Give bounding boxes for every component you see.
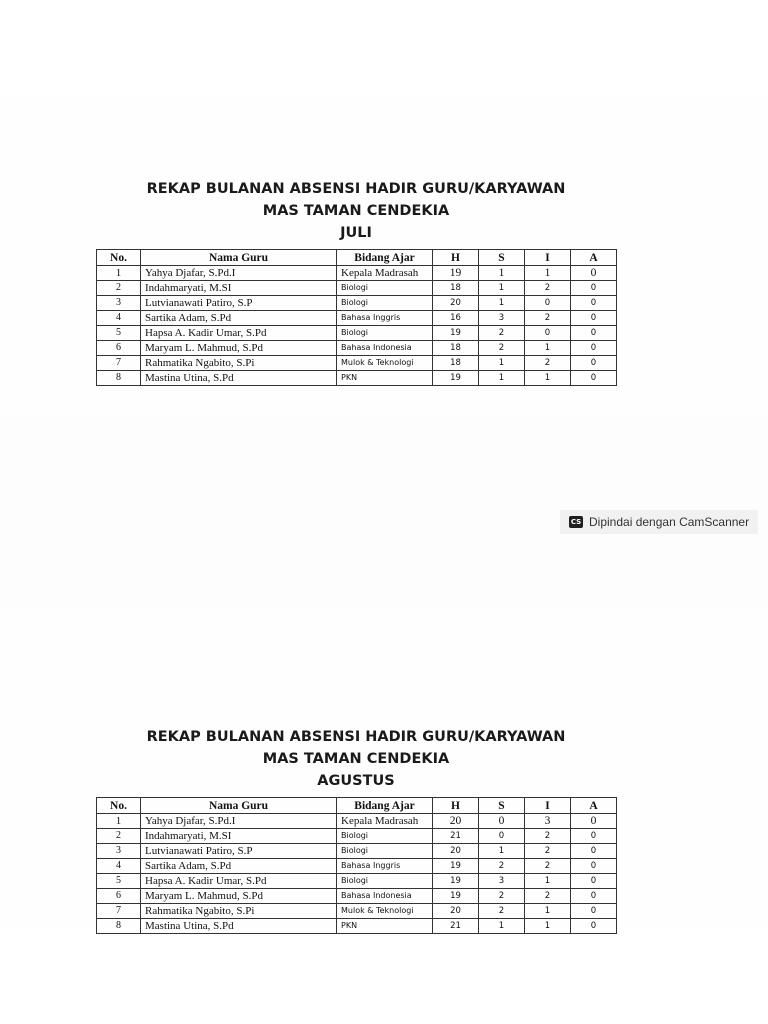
cell-sakit: 3 bbox=[479, 311, 525, 326]
header-sakit: S bbox=[479, 250, 525, 266]
cell-hadir: 19 bbox=[433, 266, 479, 281]
cell-izin: 1 bbox=[525, 371, 571, 386]
cell-sakit: 1 bbox=[479, 356, 525, 371]
cell-izin: 2 bbox=[525, 281, 571, 296]
report-title: REKAP BULANAN ABSENSI HADIR GURU/KARYAWAN bbox=[146, 729, 566, 745]
cell-no: 3 bbox=[97, 296, 141, 311]
cell-hadir: 18 bbox=[433, 281, 479, 296]
cell-sakit: 0 bbox=[479, 829, 525, 844]
table-row bbox=[97, 371, 617, 386]
camscanner-watermark bbox=[560, 510, 758, 534]
cell-alpa: 0 bbox=[571, 326, 617, 341]
cell-sakit: 2 bbox=[479, 904, 525, 919]
cell-izin: 1 bbox=[525, 904, 571, 919]
cell-sakit: 1 bbox=[479, 919, 525, 934]
cell-sakit: 1 bbox=[479, 281, 525, 296]
cell-nama-guru: Hapsa A. Kadir Umar, S.Pd bbox=[141, 326, 337, 341]
cell-nama-guru: Sartika Adam, S.Pd bbox=[141, 311, 337, 326]
cell-sakit: 2 bbox=[479, 326, 525, 341]
cell-hadir: 21 bbox=[433, 829, 479, 844]
cell-no: 6 bbox=[97, 341, 141, 356]
cell-hadir: 20 bbox=[433, 844, 479, 859]
header-alpa: A bbox=[571, 798, 617, 814]
cell-no: 7 bbox=[97, 356, 141, 371]
cell-bidang-ajar: Biologi bbox=[337, 844, 433, 859]
cell-no: 7 bbox=[97, 904, 141, 919]
school-name: MAS TAMAN CENDEKIA bbox=[262, 751, 450, 767]
cell-no: 2 bbox=[97, 281, 141, 296]
cell-sakit: 1 bbox=[479, 296, 525, 311]
cell-bidang-ajar: Biologi bbox=[337, 296, 433, 311]
cell-no: 3 bbox=[97, 844, 141, 859]
table-row bbox=[97, 266, 617, 281]
table-row bbox=[97, 296, 617, 311]
cell-alpa: 0 bbox=[571, 844, 617, 859]
cell-bidang-ajar: Biologi bbox=[337, 874, 433, 889]
cell-alpa: 0 bbox=[571, 371, 617, 386]
cell-nama-guru: Lutvianawati Patiro, S.P bbox=[141, 296, 337, 311]
cell-nama-guru: Mastina Utina, S.Pd bbox=[141, 919, 337, 934]
table-row bbox=[97, 814, 617, 829]
cell-bidang-ajar: Biologi bbox=[337, 281, 433, 296]
cell-no: 8 bbox=[97, 919, 141, 934]
table-row bbox=[97, 904, 617, 919]
attendance-table bbox=[96, 797, 617, 934]
header-hadir: H bbox=[433, 798, 479, 814]
watermark-text: Dipindai dengan CamScanner bbox=[589, 515, 750, 529]
cell-nama-guru: Maryam L. Mahmud, S.Pd bbox=[141, 341, 337, 356]
cell-hadir: 20 bbox=[433, 904, 479, 919]
cell-nama-guru: Hapsa A. Kadir Umar, S.Pd bbox=[141, 874, 337, 889]
cell-sakit: 2 bbox=[479, 859, 525, 874]
cell-alpa: 0 bbox=[571, 296, 617, 311]
header-no: No. bbox=[97, 250, 141, 266]
cell-bidang-ajar: Biologi bbox=[337, 829, 433, 844]
cell-alpa: 0 bbox=[571, 266, 617, 281]
header-izin: I bbox=[525, 250, 571, 266]
cell-hadir: 19 bbox=[433, 371, 479, 386]
cell-no: 4 bbox=[97, 311, 141, 326]
report-juli bbox=[96, 178, 616, 386]
cell-hadir: 20 bbox=[433, 814, 479, 829]
header-no: No. bbox=[97, 798, 141, 814]
table-header-row bbox=[97, 798, 617, 814]
table-row bbox=[97, 919, 617, 934]
cell-bidang-ajar: Bahasa Indonesia bbox=[337, 341, 433, 356]
cell-nama-guru: Indahmaryati, M.SI bbox=[141, 829, 337, 844]
cell-sakit: 3 bbox=[479, 874, 525, 889]
header-bidang-ajar: Bidang Ajar bbox=[337, 798, 433, 814]
cell-nama-guru: Maryam L. Mahmud, S.Pd bbox=[141, 889, 337, 904]
cell-izin: 0 bbox=[525, 326, 571, 341]
month-label: JULI bbox=[340, 225, 372, 241]
cell-sakit: 1 bbox=[479, 371, 525, 386]
cell-hadir: 18 bbox=[433, 341, 479, 356]
cell-bidang-ajar: Bahasa Inggris bbox=[337, 311, 433, 326]
cell-sakit: 0 bbox=[479, 814, 525, 829]
table-row bbox=[97, 874, 617, 889]
cell-no: 6 bbox=[97, 889, 141, 904]
header-alpa: A bbox=[571, 250, 617, 266]
cell-no: 1 bbox=[97, 814, 141, 829]
table-row bbox=[97, 844, 617, 859]
cell-alpa: 0 bbox=[571, 904, 617, 919]
cell-izin: 3 bbox=[525, 814, 571, 829]
cell-no: 5 bbox=[97, 874, 141, 889]
cell-hadir: 18 bbox=[433, 356, 479, 371]
cell-izin: 2 bbox=[525, 829, 571, 844]
table-row bbox=[97, 859, 617, 874]
cell-bidang-ajar: Kepala Madrasah bbox=[337, 814, 433, 829]
cell-bidang-ajar: Mulok & Teknologi bbox=[337, 904, 433, 919]
cell-bidang-ajar: Kepala Madrasah bbox=[337, 266, 433, 281]
cell-alpa: 0 bbox=[571, 889, 617, 904]
cell-alpa: 0 bbox=[571, 311, 617, 326]
table-header-row bbox=[97, 250, 617, 266]
cell-hadir: 19 bbox=[433, 874, 479, 889]
cell-hadir: 19 bbox=[433, 326, 479, 341]
cell-sakit: 1 bbox=[479, 266, 525, 281]
table-row bbox=[97, 281, 617, 296]
cell-alpa: 0 bbox=[571, 814, 617, 829]
header-izin: I bbox=[525, 798, 571, 814]
cell-sakit: 2 bbox=[479, 889, 525, 904]
table-row bbox=[97, 341, 617, 356]
cell-izin: 1 bbox=[525, 266, 571, 281]
cell-alpa: 0 bbox=[571, 859, 617, 874]
cell-alpa: 0 bbox=[571, 356, 617, 371]
cell-hadir: 16 bbox=[433, 311, 479, 326]
cell-bidang-ajar: Bahasa Indonesia bbox=[337, 889, 433, 904]
month-label: AGUSTUS bbox=[317, 773, 395, 789]
cell-izin: 2 bbox=[525, 844, 571, 859]
cell-no: 4 bbox=[97, 859, 141, 874]
cell-bidang-ajar: PKN bbox=[337, 919, 433, 934]
school-name: MAS TAMAN CENDEKIA bbox=[262, 203, 450, 219]
cell-izin: 2 bbox=[525, 859, 571, 874]
cell-hadir: 19 bbox=[433, 859, 479, 874]
cell-alpa: 0 bbox=[571, 874, 617, 889]
cell-nama-guru: Sartika Adam, S.Pd bbox=[141, 859, 337, 874]
cell-alpa: 0 bbox=[571, 919, 617, 934]
cell-no: 1 bbox=[97, 266, 141, 281]
cell-sakit: 1 bbox=[479, 844, 525, 859]
cell-izin: 1 bbox=[525, 341, 571, 356]
cell-bidang-ajar: Mulok & Teknologi bbox=[337, 356, 433, 371]
cell-nama-guru: Lutvianawati Patiro, S.P bbox=[141, 844, 337, 859]
table-row bbox=[97, 356, 617, 371]
cell-izin: 0 bbox=[525, 296, 571, 311]
cell-sakit: 2 bbox=[479, 341, 525, 356]
cell-bidang-ajar: PKN bbox=[337, 371, 433, 386]
cell-nama-guru: Yahya Djafar, S.Pd.I bbox=[141, 814, 337, 829]
header-nama-guru: Nama Guru bbox=[141, 798, 337, 814]
cell-no: 5 bbox=[97, 326, 141, 341]
cell-izin: 1 bbox=[525, 919, 571, 934]
table-row bbox=[97, 829, 617, 844]
cell-izin: 2 bbox=[525, 356, 571, 371]
table-body bbox=[97, 266, 617, 386]
cell-alpa: 0 bbox=[571, 341, 617, 356]
cell-hadir: 20 bbox=[433, 296, 479, 311]
header-nama-guru: Nama Guru bbox=[141, 250, 337, 266]
header-hadir: H bbox=[433, 250, 479, 266]
report-title: REKAP BULANAN ABSENSI HADIR GURU/KARYAWAN bbox=[146, 181, 566, 197]
cell-nama-guru: Mastina Utina, S.Pd bbox=[141, 371, 337, 386]
cell-bidang-ajar: Bahasa Inggris bbox=[337, 859, 433, 874]
cell-izin: 2 bbox=[525, 311, 571, 326]
table-row bbox=[97, 311, 617, 326]
camscanner-logo-icon: CS bbox=[570, 518, 582, 526]
cell-alpa: 0 bbox=[571, 829, 617, 844]
cell-bidang-ajar: Biologi bbox=[337, 326, 433, 341]
table-row bbox=[97, 889, 617, 904]
cell-nama-guru: Indahmaryati, M.SI bbox=[141, 281, 337, 296]
header-bidang-ajar: Bidang Ajar bbox=[337, 250, 433, 266]
cell-no: 8 bbox=[97, 371, 141, 386]
cell-izin: 1 bbox=[525, 874, 571, 889]
header-sakit: S bbox=[479, 798, 525, 814]
report-agustus bbox=[96, 726, 616, 934]
cell-nama-guru: Rahmatika Ngabito, S.Pi bbox=[141, 356, 337, 371]
cell-no: 2 bbox=[97, 829, 141, 844]
table-body bbox=[97, 814, 617, 934]
cell-hadir: 21 bbox=[433, 919, 479, 934]
cell-nama-guru: Rahmatika Ngabito, S.Pi bbox=[141, 904, 337, 919]
cell-alpa: 0 bbox=[571, 281, 617, 296]
attendance-table bbox=[96, 249, 617, 386]
cell-izin: 2 bbox=[525, 889, 571, 904]
table-row bbox=[97, 326, 617, 341]
cell-nama-guru: Yahya Djafar, S.Pd.I bbox=[141, 266, 337, 281]
cell-hadir: 19 bbox=[433, 889, 479, 904]
